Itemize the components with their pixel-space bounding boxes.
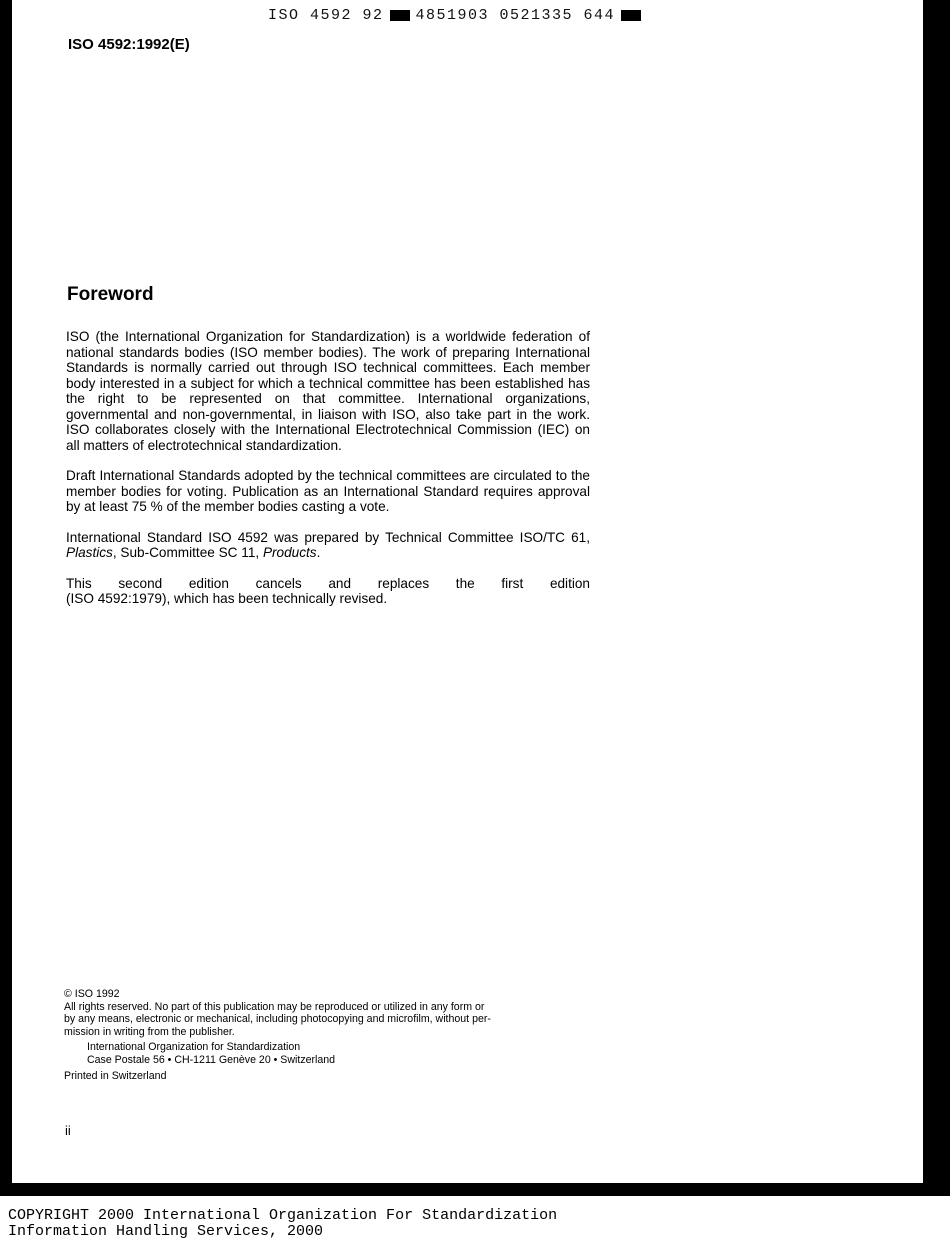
foreword-paragraph-4 xyxy=(66,576,590,607)
copyright-rights-line-2: by any means, electronic or mechanical, including photocopying and microfilm, without per- xyxy=(64,1013,491,1026)
p4-line-2: (ISO 4592:1979), which has been technically revised. xyxy=(66,591,388,606)
foreword-title: Foreword xyxy=(67,284,154,305)
foreword-paragraph-3 xyxy=(66,530,590,561)
foreword-paragraph-1: ISO (the International Organization for Standardization) is a worldwide federation of national standards bodies (ISO member bodies). The work of preparing International Standards is normally carried out through ISO technical committees. Each member body interested in a subject for which a technical committee has been established has the right to be represented on that committee. International organizations, governmental and non-governmental, in liaison with ISO, also take part in the work. ISO collaborates closely with the International Electrotechnical Commission (IEC) on all matters of electrotechnical standardization. xyxy=(66,329,590,453)
document-page xyxy=(12,0,923,1183)
copyright-address: Case Postale 56 • CH-1211 Genève 20 • Switzerland xyxy=(87,1053,336,1066)
standard-id: ISO 4592:1992(E) xyxy=(68,36,190,53)
copyright-block xyxy=(64,988,604,1082)
barcode-line xyxy=(268,7,647,24)
foreword-body xyxy=(66,329,590,622)
p3-middle: , Sub-Committee SC 11, xyxy=(112,545,263,560)
barcode-block-2 xyxy=(621,10,641,21)
page-number: ii xyxy=(65,1123,71,1138)
copyright-footer xyxy=(0,1196,950,1257)
p3-italic-products: Products xyxy=(262,545,317,560)
p4-line-1: This second edition cancels and replaces the first edition xyxy=(66,575,590,591)
p3-end: . xyxy=(316,545,321,560)
barcode-text-1: ISO 4592 92 xyxy=(268,7,384,24)
copyright-org: International Organization for Standardization xyxy=(87,1041,301,1054)
footer-line-2: Information Handling Services, 2000 xyxy=(8,1223,324,1240)
copyright-symbol-line: © ISO 1992 xyxy=(64,988,120,1000)
copyright-rights-line-3: mission in writing from the publisher. xyxy=(64,1025,235,1038)
barcode-text-2: 4851903 0521335 644 xyxy=(415,7,616,24)
p3-lead: International Standard ISO 4592 was prepared by Technical Committee ISO/TC 61, xyxy=(66,529,590,545)
foreword-paragraph-2: Draft International Standards adopted by the technical committees are circulated to the member bodies for voting. Publication as an International Standard requires approval by at least 75 % of the member bodies casting a vote. xyxy=(66,468,590,514)
printed-in: Printed in Switzerland xyxy=(64,1069,167,1082)
footer-line-1: COPYRIGHT 2000 International Organization For Standardization xyxy=(8,1207,558,1224)
barcode-block-1 xyxy=(390,10,410,21)
p3-italic-plastics: Plastics xyxy=(66,545,113,560)
copyright-rights-line-1: All rights reserved. No part of this publication may be reproduced or utilized in any form or xyxy=(64,1000,485,1013)
